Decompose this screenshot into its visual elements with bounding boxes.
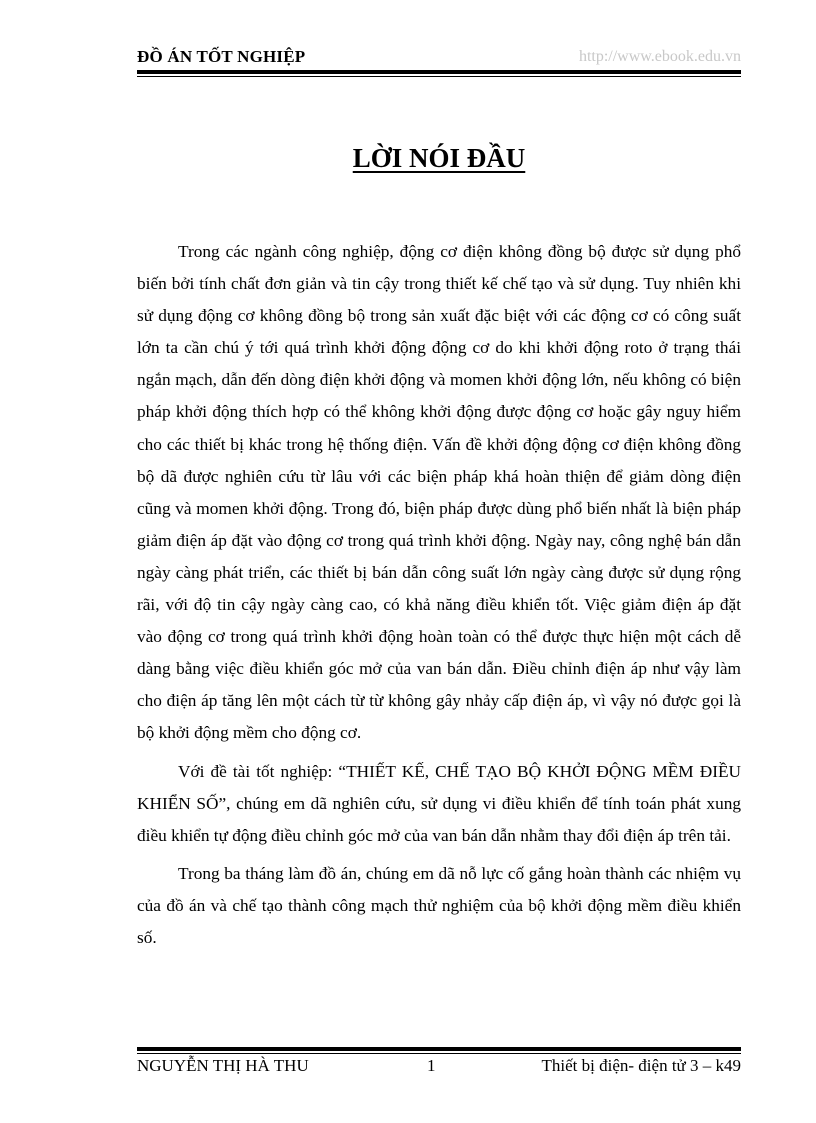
footer-author: NGUYỄN THỊ HÀ THU bbox=[137, 1056, 309, 1075]
footer-divider bbox=[137, 1047, 741, 1051]
footer-page-number: 1 bbox=[427, 1056, 436, 1075]
paragraph-2: Với đề tài tốt nghiệp: “THIẾT KẾ, CHẾ TẠO BỘ KHỞI ĐỘNG MỀM ĐIỀU KHIỂN SỐ”, chúng em dã nghiên cứu, sử dụng vi điều khiển để tính toán phát xung điều khiển tự động điều chỉnh góc mở của van bán dẫn nhằm thay đổi điện áp trên tải. bbox=[137, 761, 741, 845]
paragraph-3: Trong ba tháng làm đồ án, chúng em dã nỗ lực cố gắng hoàn thành các nhiệm vụ của đồ án và chế tạo thành công mạch thử nghiệm của bộ khởi động mềm điều khiển số. bbox=[137, 863, 741, 947]
page-footer bbox=[137, 1056, 741, 1082]
header-divider bbox=[137, 70, 741, 74]
header-url-watermark: http://www.ebook.edu.vn bbox=[578, 48, 741, 65]
body-text bbox=[137, 236, 741, 960]
header-title: ĐỒ ÁN TỐT NGHIỆP bbox=[137, 47, 306, 66]
footer-divider-thin bbox=[137, 1053, 741, 1054]
paragraph-1: Trong các ngành công nghiệp, động cơ điện không đồng bộ được sử dụng phổ biến bởi tính chất đơn giản và tin cậy trong thiết kế chế tạo và sử dụng. Tuy nhiên khi sử dụng động cơ không đồng bộ trong sản xuất đặc biệt với các động cơ có công suất lớn ta cần chú ý tới quá trình khởi động động cơ do khi khởi động roto ở trạng thái ngắn mạch, dẫn đến dòng điện khởi động và momen khởi động lớn, nếu không có biện pháp khởi động thích hợp có thể không khởi động được động cơ hoặc gây nguy hiểm cho các thiết bị khác trong hệ thống điện. Vấn đề khởi động động cơ điện không đồng bộ dã được nghiên cứu từ lâu với các biện pháp khá hoàn thiện để giảm dòng điện cũng và momen khởi động. Trong đó, biện pháp được dùng phổ biến nhất là biện pháp giảm điện áp đặt vào động cơ trong quá trình khởi động. Ngày nay, công nghệ bán dẫn ngày càng phát triển, các thiết bị bán dẫn công suất lớn ngày càng được sử dụng rộng rãi, với độ tin cậy ngày càng cao, có khả năng điều khiển tốt. Việc giảm điện áp đặt vào động cơ trong quá trình khởi động hoàn toàn có thể được thực hiện một cách dễ dàng bằng việc điều khiển góc mở của van bán dẫn. Điều chỉnh điện áp như vậy làm cho điện áp tăng lên một cách từ từ không gây nhảy cấp điện áp, vì vậy nó được gọi là bộ khởi động mềm cho động cơ. bbox=[137, 242, 741, 743]
page-title: LỜI NÓI ĐẦU bbox=[352, 143, 526, 173]
footer-class-label: Thiết bị điện- điện tử 3 – k49 bbox=[541, 1056, 741, 1075]
header-divider-thin bbox=[137, 76, 741, 77]
